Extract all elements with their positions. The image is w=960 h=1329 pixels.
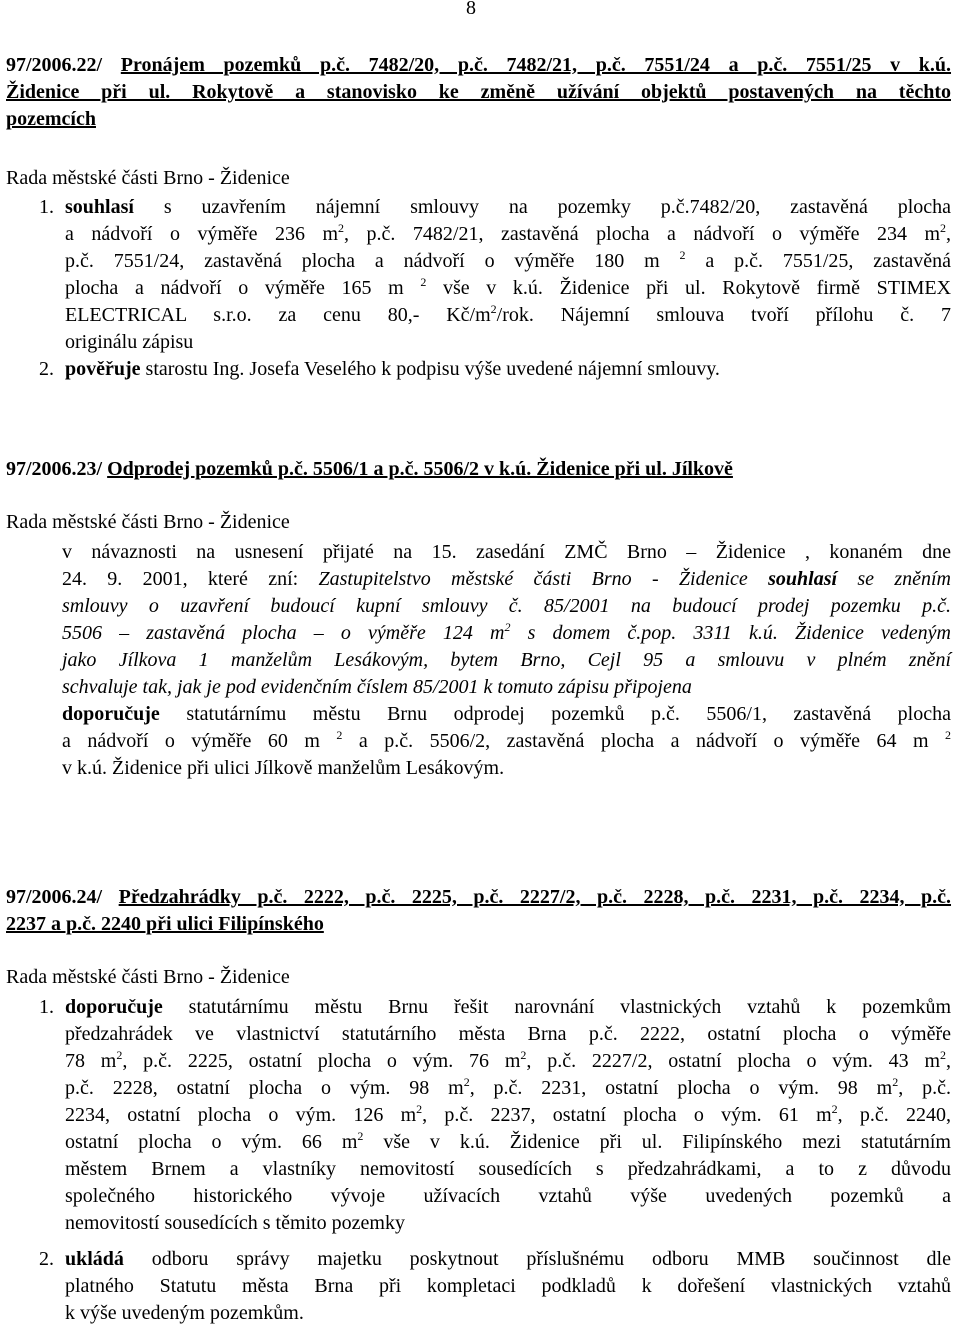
section-23-body (62, 539, 951, 782)
text: statutárnímu městu Brnu odprodej pozemků p.č. 5506/1, zastavěná plocha (186, 703, 951, 725)
text: , p.č. 2231, ostatní plocha o vým. 98 m (469, 1077, 893, 1099)
text: a p.č. 5506/2, zastavěná plocha a nádvoří o výměře 64 m (358, 730, 929, 752)
section-23-heading (6, 456, 951, 483)
superscript: 2 (116, 1048, 123, 1062)
superscript: 2 (940, 1048, 946, 1062)
quoted-text: s domem č.pop. 3311 k.ú. Židenice vedeným (527, 622, 951, 644)
text: 78 m (65, 1050, 117, 1072)
superscript: 2 (892, 1075, 899, 1089)
text: , p.č. 7482/21, zastavěná plocha a nádvoří o výměře 234 m (344, 223, 941, 245)
text: statutárnímu městu Brnu řešit narovnání vlastnických vztahů k pozemkům (188, 996, 952, 1018)
superscript: 2 (679, 248, 686, 262)
keyword-doporucuje: doporučuje (65, 996, 163, 1018)
text: , p.č. (898, 1077, 951, 1099)
text: ELECTRICAL s.r.o. za cenu 80,- Kč/m (65, 304, 491, 326)
section-23-title: Odprodej pozemků p.č. 5506/1 a p.č. 5506/2 v k.ú. Židenice při ul. Jílkově (107, 458, 733, 480)
section-24-council: Rada městské části Brno - Židenice (6, 966, 290, 988)
text: předzahrádek ve vlastnictví statutárního města Brna p.č. 2222, ostatní plocha o výměře (65, 1023, 951, 1045)
superscript: 2 (490, 302, 497, 316)
item-number: 2. (39, 358, 54, 380)
text: v k.ú. Židenice při ulici Jílkově manželům Lesákovým. (62, 757, 505, 779)
text: p.č. 7551/24, zastavěná plocha a nádvoří o výměře 180 m (65, 250, 660, 272)
superscript: 2 (338, 221, 345, 235)
text: vše v k.ú. Židenice při ul. Rokytově firmě STIMEX (442, 277, 952, 299)
text: , (946, 223, 952, 245)
text: městem Brnem a vlastníky nemovitostí sousedících s předzahrádkami, a to z důvodu (65, 1158, 951, 1180)
quoted-text: 5506 – zastavěná plocha – o výměře 124 m (62, 622, 505, 644)
section-22-heading (6, 52, 951, 133)
text: ostatní plocha o vým. 66 m (65, 1131, 358, 1153)
superscript: 2 (416, 1102, 423, 1116)
text: a nádvoří o výměře 60 m (62, 730, 320, 752)
text: , p.č. 2240, (837, 1104, 951, 1126)
item-number: 1. (39, 996, 54, 1018)
section-22-title-line1: Pronájem pozemků p.č. 7482/20, p.č. 7482/21, p.č. 7551/24 a p.č. 7551/25 v k.ú. (120, 54, 952, 76)
section-22-title-line3: pozemcích (6, 108, 96, 130)
keyword-souhlasi: souhlasí (768, 568, 838, 590)
superscript: 2 (940, 221, 947, 235)
keyword-souhlasi: souhlasí (65, 196, 134, 218)
text: platného Statutu města Brna při kompletaci podkladů k dořešení vlastnických vztahů (65, 1275, 951, 1297)
text: a nádvoří o výměře 236 m (65, 223, 339, 245)
text: nemovitostí sousedících s těmito pozemky (65, 1212, 405, 1234)
text: , p.č. 2237, ostatní plocha o vým. 61 m (422, 1104, 832, 1126)
quoted-text: jako Jílkova 1 manželům Lesákovým, bytem Brno, Cejl 95 a smlouvu v plném znění (62, 649, 951, 671)
item-number: 2. (39, 1248, 54, 1270)
text: vše v k.ú. Židenice při ul. Filipínského mezi statutárním (383, 1131, 951, 1153)
quoted-text: smlouvy o uzavření budoucí kupní smlouvy č. 85/2001 na budoucí prodej pozemku p.č. (62, 595, 951, 617)
section-24-item-1 (39, 994, 952, 1237)
superscript: 2 (420, 275, 427, 289)
section-24-heading (6, 884, 951, 938)
text: p.č. 2228, ostatní plocha o vým. 98 m (65, 1077, 464, 1099)
section-22-item-2 (39, 356, 951, 383)
text: , (946, 1050, 951, 1072)
superscript: 2 (520, 1048, 527, 1062)
text: , p.č. 2225, ostatní plocha o vým. 76 m (122, 1050, 521, 1072)
text: /rok. Nájemní smlouva tvoří přílohu č. 7 (496, 304, 952, 326)
text: 2234, ostatní plocha o vým. 126 m (65, 1104, 417, 1126)
superscript: 2 (463, 1075, 470, 1089)
section-22-council: Rada městské části Brno - Židenice (6, 167, 290, 189)
superscript: 2 (336, 728, 343, 742)
text: 24. 9. 2001, které zní: (62, 568, 299, 590)
section-24-title-line2: 2237 a p.č. 2240 při ulici Filipínského (6, 913, 324, 935)
section-22-title-line2: Židenice při ul. Rokytově a stanovisko ke změně užívání objektů postavených na těchto (6, 81, 951, 103)
keyword-poveruje: pověřuje (65, 358, 141, 380)
quoted-text: schvaluje tak, jak je pod evidenčním číslem 85/2001 k tomuto zápisu připojena (62, 676, 692, 698)
section-22-number: 97/2006.22/ (6, 54, 103, 76)
item-number: 1. (39, 196, 54, 218)
keyword-doporucuje: doporučuje (62, 703, 160, 725)
section-23-number: 97/2006.23/ (6, 458, 103, 480)
text: s uzavřením nájemní smlouvy na pozemky p.č.7482/20, zastavěná plocha (163, 196, 952, 218)
superscript: 2 (945, 728, 952, 742)
text: odboru správy majetku poskytnout příslušnému odboru MMB součinnost dle (151, 1248, 951, 1270)
section-24-title-line1: Předzahrádky p.č. 2222, p.č. 2225, p.č. 2227/2, p.č. 2228, p.č. 2231, p.č. 2234, p.č. (118, 886, 952, 908)
text: a p.č. 7551/25, zastavěná (705, 250, 951, 272)
superscript: 2 (504, 620, 511, 634)
superscript: 2 (831, 1102, 838, 1116)
text: plocha a nádvoří o výměře 165 m (65, 277, 404, 299)
keyword-uklada: ukládá (65, 1248, 124, 1270)
page-number: 8 (466, 0, 476, 19)
section-24-number: 97/2006.24/ (6, 886, 103, 908)
superscript: 2 (357, 1129, 364, 1143)
section-23-council: Rada městské části Brno - Židenice (6, 511, 290, 533)
quoted-text: se zněním (857, 568, 951, 590)
text: v návaznosti na usnesení přijaté na 15. zasedání ZMČ Brno – Židenice , konaném dne (62, 541, 951, 563)
text: společného historického vývoje užívacích vztahů výše uvedených pozemků a (65, 1185, 951, 1207)
section-22-item-1 (39, 194, 952, 356)
text: originálu zápisu (65, 331, 194, 353)
text: starostu Ing. Josefa Veselého k podpisu výše uvedené nájemní smlouvy. (145, 358, 720, 380)
text: k výše uvedeným pozemkům. (65, 1302, 304, 1324)
section-24-item-2 (39, 1246, 951, 1327)
quoted-text: Zastupitelstvo městské části Brno - Židenice (318, 568, 748, 590)
text: , p.č. 2227/2, ostatní plocha o vým. 43 m (526, 1050, 940, 1072)
